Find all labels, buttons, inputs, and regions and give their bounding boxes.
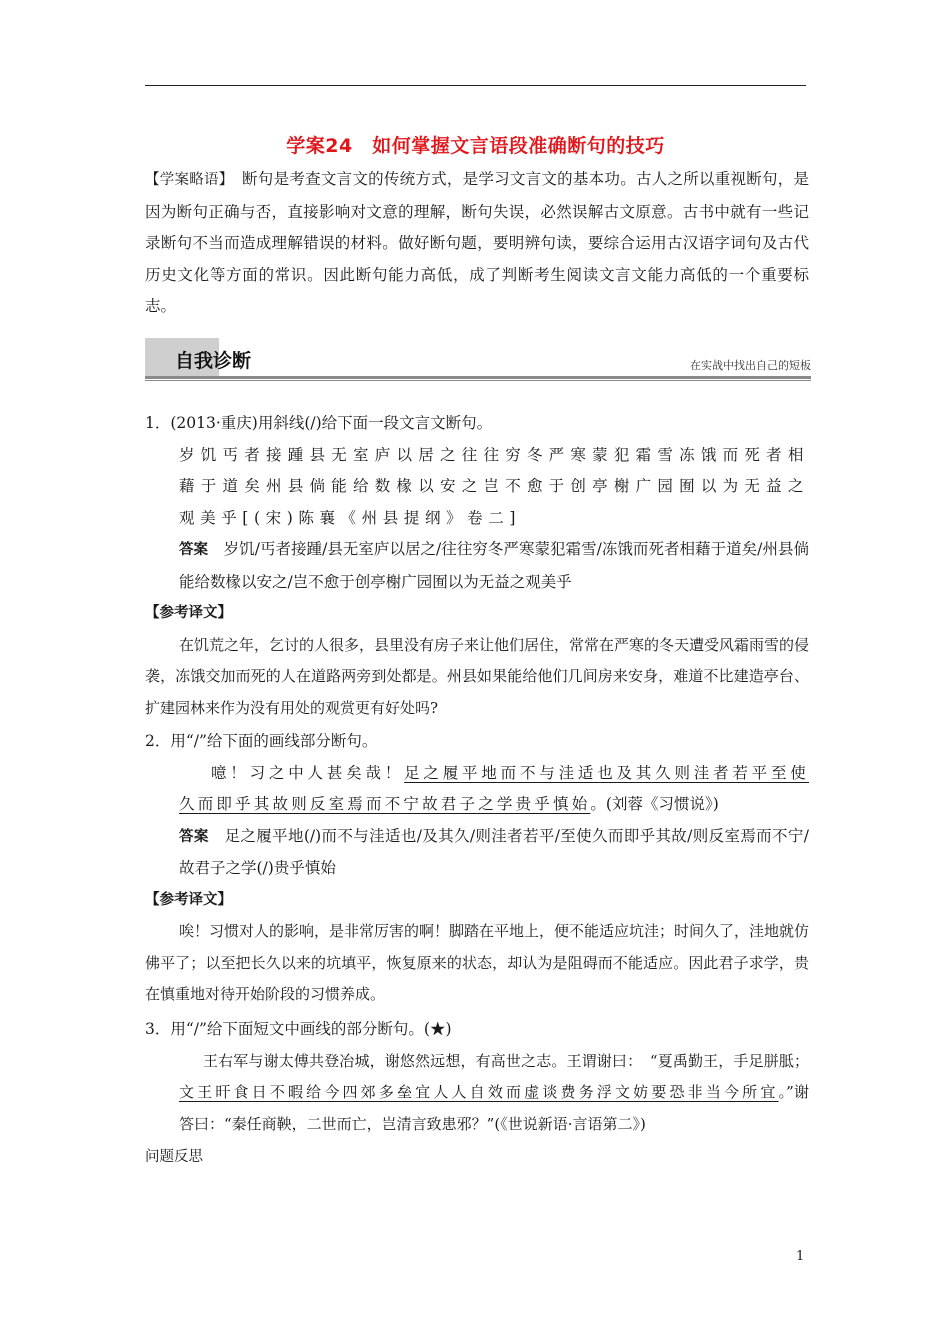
intro-paragraph — [145, 164, 809, 323]
q2-ref-label: 【参考译文】 — [145, 891, 232, 908]
answer-label: 答案 — [179, 542, 209, 558]
header-rule — [145, 85, 806, 86]
q3-lead: 王右军与谢太傅共登冶城，谢悠然远想，有高世之志。王谓谢曰： “夏禹勤王，手足胼胝； — [203, 1051, 809, 1070]
q2-underlined: 足之履平地而不与洼适也及其久则洼者若平至使久而即乎其故则反室焉而不宁故君子之学贵乎慎始 — [179, 763, 809, 813]
q2-translation: 唉！习惯对人的影响，是非常厉害的啊！脚踏在平地上，便不能适应坑洼；时间久了，洼地就仿佛平了；以至把长久以来的坑填平，恢复原来的状态，却认为是阻碍而不能适应。因此君子求学，贵在慎重地对待开始阶段的习惯养成。 — [145, 922, 810, 1003]
q2-source: 。(刘蓉《习惯说》) — [590, 795, 719, 813]
q1-answer — [145, 534, 809, 598]
page-number: 1 — [796, 1249, 805, 1264]
q1-passage: 岁饥丐者接踵县无室庐以居之往往穷冬严寒蒙犯霜雪冻饿而死者相藉于道矣州县倘能给数椽以安之岂不愈于创亭榭广园囿以为无益之观美乎[(宋)陈襄《州县提纲》卷二] — [179, 445, 809, 527]
reflect-label: 问题反思 — [145, 1149, 203, 1165]
section-heading: 自我诊断 — [175, 350, 252, 372]
q3-prompt: 3．用“/”给下面短文中画线的部分断句。(★) — [145, 1020, 452, 1038]
intro-text: 断句是考查文言文的传统方式，是学习文言文的基本功。古人之所以重视断句，是因为断句正确与否，直接影响对文意的理解，断句失误，必然误解古文原意。古书中就有一些记录断句不当而造成理解错误的材料。做好断句题，要明辨句读，要综合运用古汉语字词句及古代历史文化等方面的常识。因此断句能力高低，成了判断考生阅读文言文能力高低的一个重要标志。 — [145, 170, 810, 315]
question-3 — [145, 1014, 809, 1174]
question-1 — [145, 408, 809, 724]
question-2 — [145, 726, 809, 1011]
q1-answer-text: 岁饥/丐者接踵/县无室庐以居之/往往穷冬严寒蒙犯霜雪/冻饿而死者相藉于道矣/州县倘能给数椽以安之/岂不愈于创亭榭广园囿以为无益之观美乎 — [179, 540, 810, 591]
section-rule — [145, 376, 811, 379]
q3-underlined: 文王旰食日不暇给今四郊多垒宜人人自效而虚谈费务浮文妨要恐非当今所宜 — [179, 1083, 779, 1101]
q2-lead: 噫！习之中人甚矣哉！ — [211, 763, 405, 782]
q3-tail: 。”谢答曰：“秦任商鞅，二世而亡，岂清言致患邪？”(《世说新语·言语第二》) — [179, 1083, 809, 1133]
q3-passage — [145, 1046, 809, 1141]
q2-answer — [145, 821, 809, 885]
q2-passage — [145, 758, 809, 821]
q1-translation: 在饥荒之年，乞讨的人很多，县里没有房子来让他们居住，常常在严寒的冬天遭受风霜雨雪的侵袭，冻饿交加而死的人在道路两旁到处都是。州县如果能给他们几间房来安身，难道不比建造亭台、扩建园林来作为没有用处的观赏更有好处吗? — [145, 635, 810, 717]
q2-answer-text: 足之履平地(/)而不与洼适也/及其久/则洼者若平/至使久而即乎其故/则反室焉而不宁/故君子之学(/)贵乎慎始 — [179, 826, 809, 877]
q1-ref-label: 【参考译文】 — [145, 605, 232, 621]
section-rule-thin — [145, 380, 811, 381]
intro-tag: 【学案略语】 — [145, 172, 227, 188]
section-header — [145, 338, 811, 382]
q2-prompt: 2．用“/”给下面的画线部分断句。 — [145, 732, 378, 750]
section-subtitle: 在实战中找出自己的短板 — [690, 359, 811, 372]
page-title: 学案24 如何掌握文言语段准确断句的技巧 — [286, 135, 665, 157]
answer-label-2: 答案 — [179, 828, 209, 845]
q1-prompt: 1．(2013·重庆)用斜线(/)给下面一段文言文断句。 — [145, 414, 493, 432]
